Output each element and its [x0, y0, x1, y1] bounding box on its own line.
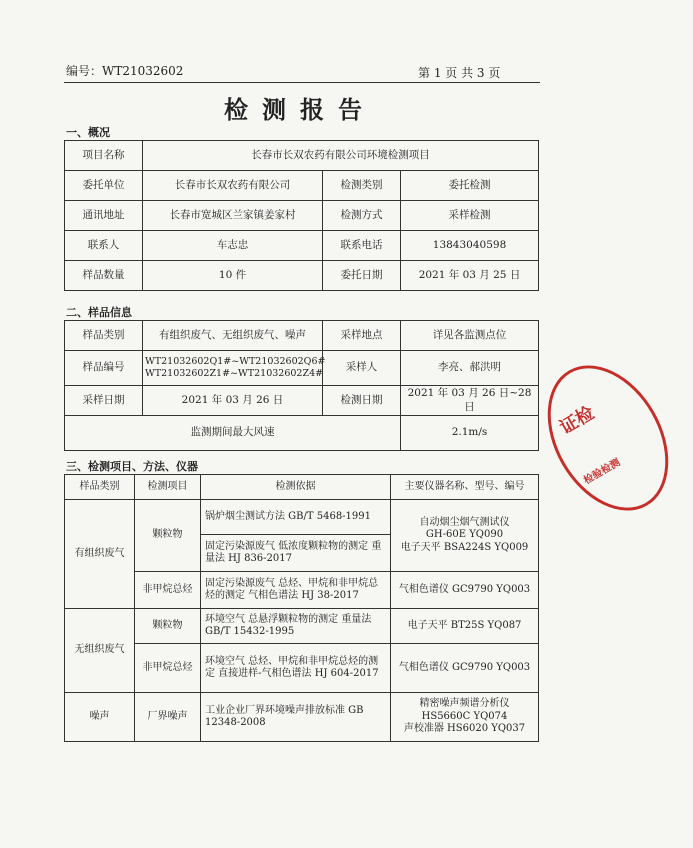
cell-value: 详见各监测点位	[401, 321, 539, 351]
instrument-line: 声校准器 HS6020 YQ037	[403, 723, 526, 735]
sample-table	[64, 320, 539, 451]
cell-value	[143, 351, 326, 386]
cell-value: 2021 年 03 月 26 日~28 日	[401, 386, 539, 416]
test-basis: 环境空气 总烃、甲烷和非甲烷总烃的测定 直接进样-气相色谱法 HJ 604-2017	[201, 644, 391, 693]
cell-value: 长春市长双农药有限公司环境检测项目	[143, 141, 539, 171]
test-basis: 环境空气 总悬浮颗粒物的测定 重量法 GB/T 15432-1995	[201, 609, 391, 644]
header-rule	[64, 82, 540, 83]
cell-label: 通讯地址	[65, 201, 143, 231]
cell-label: 样品编号	[65, 351, 143, 386]
test-table	[64, 474, 539, 742]
section-sample-heading: 二、样品信息	[66, 306, 132, 319]
cell-value: 采样检测	[401, 201, 539, 231]
table-header: 检测项目	[135, 475, 201, 500]
instrument: 电子天平 BT25S YQ087	[391, 609, 539, 644]
instrument	[391, 500, 539, 572]
cell-value: 长春市宽城区兰家镇姜家村	[143, 201, 323, 231]
test-basis: 固定污染源废气 低浓度颗粒物的测定 重量法 HJ 836-2017	[201, 535, 391, 572]
cell-label: 联系电话	[323, 231, 401, 261]
cell-label: 检测类别	[323, 171, 401, 201]
test-item: 颗粒物	[135, 500, 201, 572]
test-item: 非甲烷总烃	[135, 644, 201, 693]
cell-label: 委托日期	[323, 261, 401, 291]
cell-label: 检测日期	[323, 386, 401, 416]
cell-value: 2021 年 03 月 26 日	[143, 386, 323, 416]
instrument-line: 精密噪声频谱分析仪	[419, 698, 510, 710]
section-test-heading: 三、检测项目、方法、仪器	[66, 460, 198, 473]
instrument: 气相色谱仪 GC9790 YQ003	[391, 644, 539, 693]
red-seal-stamp	[523, 344, 693, 532]
cell-value: 10 件	[143, 261, 323, 291]
cell-label: 联系人	[65, 231, 143, 261]
page-indicator: 第 1 页 共 3 页	[418, 66, 501, 80]
instrument-line: 自动烟尘烟气测试仪	[419, 516, 510, 528]
cell-value: 车志忠	[143, 231, 323, 261]
section-overview-heading: 一、概况	[66, 126, 110, 139]
cell-value: 李亮、郝洪明	[401, 351, 539, 386]
cell-label: 样品类别	[65, 321, 143, 351]
instrument-line: HS5660C YQ074	[421, 710, 508, 722]
cell-value: 2.1m/s	[401, 416, 539, 451]
instrument-line: 电子天平 BSA224S YQ009	[400, 541, 529, 553]
instrument-line: GH-60E YQ090	[425, 529, 504, 541]
report-title: 检测报告	[224, 95, 376, 124]
overview-table	[64, 140, 539, 291]
sample-no-line: WT21032602Z1#~WT21032602Z4#	[145, 368, 324, 379]
test-item: 非甲烷总烃	[135, 572, 201, 609]
sample-category: 有组织废气	[65, 500, 135, 609]
test-basis: 固定污染源废气 总烃、甲烷和非甲烷总烃的测定 气相色谱法 HJ 38-2017	[201, 572, 391, 609]
cell-label: 项目名称	[65, 141, 143, 171]
stamp-text: 证检	[556, 402, 598, 439]
cell-value: 长春市长双农药有限公司	[143, 171, 323, 201]
table-header: 检测依据	[201, 475, 391, 500]
sample-category: 噪声	[65, 693, 135, 742]
test-basis: 锅炉烟尘测试方法 GB/T 5468-1991	[201, 500, 391, 535]
test-item: 颗粒物	[135, 609, 201, 644]
test-item: 厂界噪声	[135, 693, 201, 742]
cell-value: 委托检测	[401, 171, 539, 201]
cell-value: 有组织废气、无组织废气、噪声	[143, 321, 323, 351]
cell-label: 样品数量	[65, 261, 143, 291]
cell-label: 采样人	[323, 351, 401, 386]
cell-label: 检测方式	[323, 201, 401, 231]
cell-label: 采样日期	[65, 386, 143, 416]
report-number: 编号：WT21032602	[66, 64, 184, 78]
sample-category: 无组织废气	[65, 609, 135, 693]
stamp-small-text: 检验检测	[582, 457, 623, 487]
sample-no-line: WT21032602Q1#~WT21032602Q6#	[145, 356, 326, 368]
test-basis: 工业企业厂界环境噪声排放标准 GB 12348-2008	[201, 693, 391, 742]
cell-value: 2021 年 03 月 25 日	[401, 261, 539, 291]
table-header: 样品类别	[65, 475, 135, 500]
cell-label: 委托单位	[65, 171, 143, 201]
instrument: 气相色谱仪 GC9790 YQ003	[391, 572, 539, 609]
cell-label: 监测期间最大风速	[65, 416, 401, 451]
cell-label: 采样地点	[323, 321, 401, 351]
cell-value: 13843040598	[401, 231, 539, 261]
instrument	[391, 693, 539, 742]
table-header: 主要仪器名称、型号、编号	[391, 475, 539, 500]
